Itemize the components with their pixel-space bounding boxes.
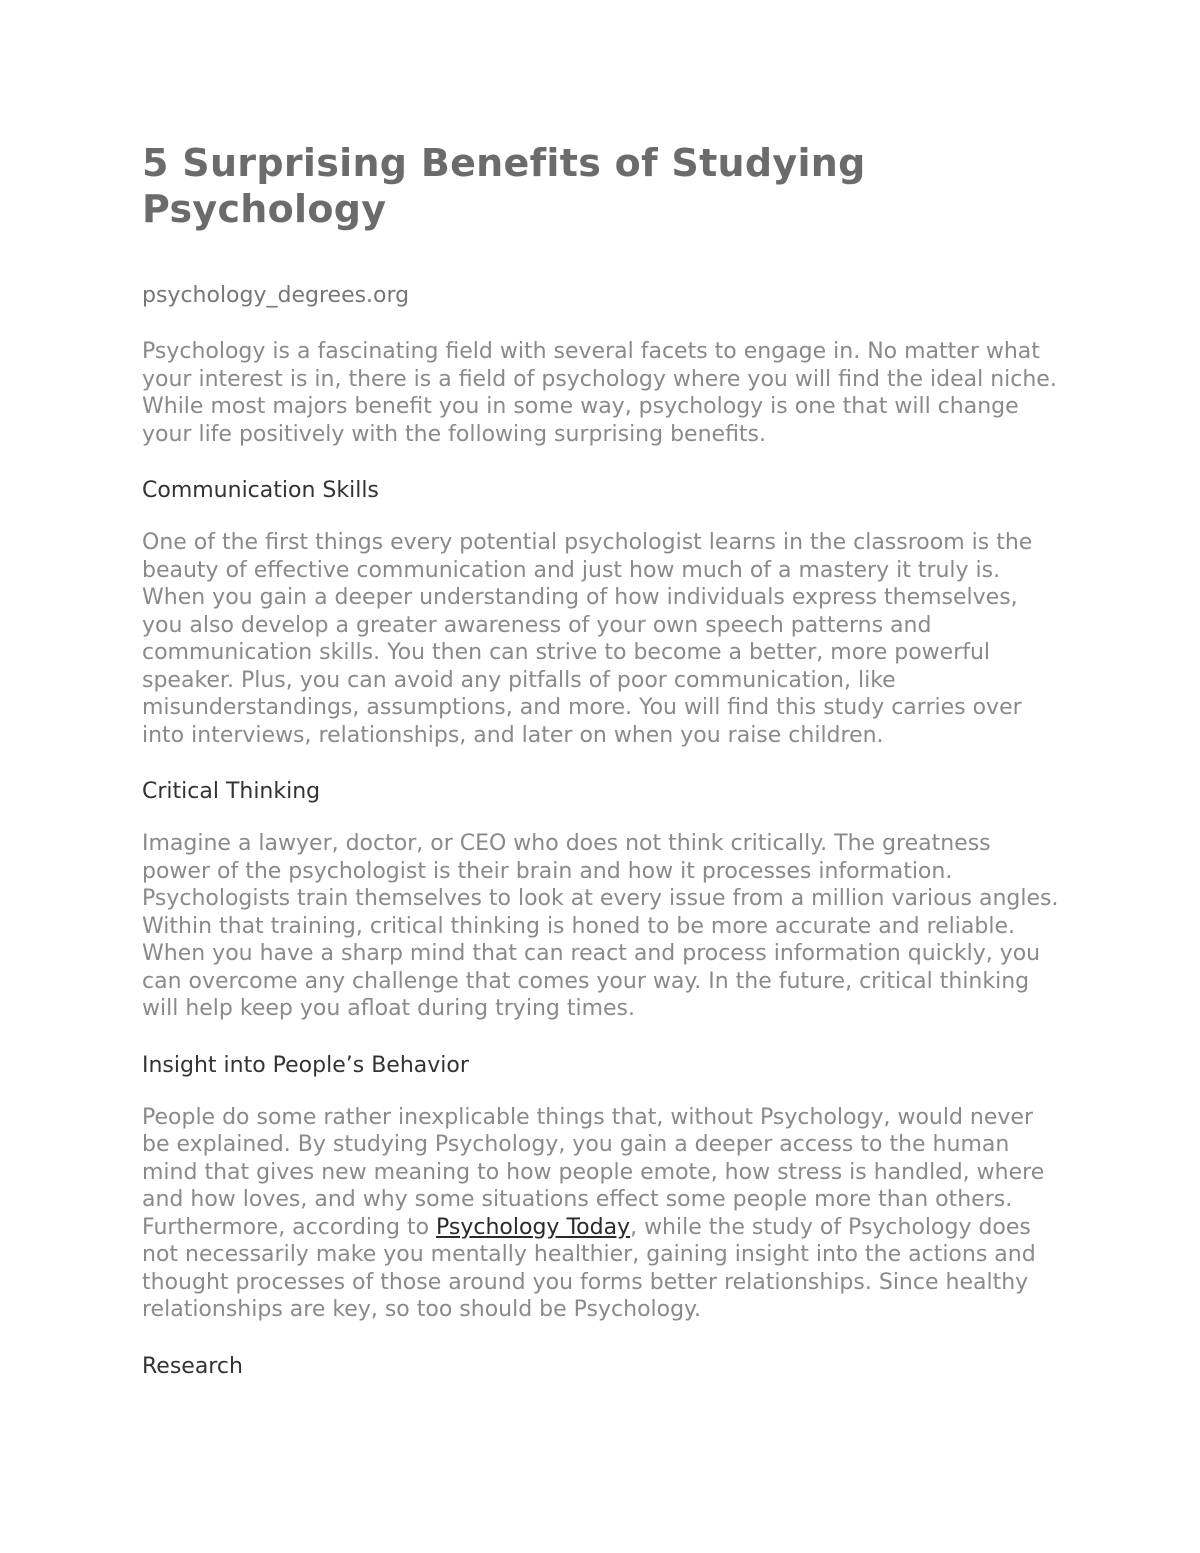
section-heading-communication: Communication Skills xyxy=(142,478,379,503)
section-body-communication: One of the first things every potential psychologist learns in the classroom is the beauty of effective communication and just how much of a mastery it truly is. When you gain a deeper understanding of how individuals express themselves, you also develop a greater awareness of your own speech patterns and communication skills. You then can strive to become a better, more powerful speaker. Plus, you can avoid any pitfalls of poor communication, like misunderstandings, assumptions, and more. You will find this study carries over into interviews, relationships, and later on when you raise children. xyxy=(142,530,1033,748)
insight-text-after-link: , while the study of Psychology does not necessarily make you mentally healthier, gaining insight into the actions and thought processes of those around you forms better relationships. Since healthy relationships are key, so too should be Psychology. xyxy=(142,1214,1036,1322)
section-heading-critical-thinking: Critical Thinking xyxy=(142,779,321,804)
section-body-critical-thinking: Imagine a lawyer, doctor, or CEO who does not think critically. The greatness power of the psychologist is their brain and how it processes information. Psychologists train themselves to look at every issue from a million various angles. Within that training, critical thinking is honed to be more accurate and reliable. When you have a sharp mind that can react and process information quickly, you can overcome any challenge that comes your way. In the future, critical thinking will help keep you afloat during trying times. xyxy=(142,831,1059,1021)
intro-paragraph: Psychology is a fascinating field with several facets to engage in. No matter what your interest is in, there is a field of psychology where you will find the ideal niche. While most majors benefit you in some way, psychology is one that will change your life positively with the following surprising benefits. xyxy=(142,339,1057,447)
document-title: 5 Surprising Benefits of Studying Psychology xyxy=(142,141,866,231)
document-page xyxy=(142,140,1062,1381)
insight-text-before-link: People do some rather inexplicable things that, without Psychology, would never be explained. By studying Psychology, you gain a deeper access to the human mind that gives new meaning to how people emote, how stress is handled, where and how loves, and why some situations effect some people more than others. Furthermore, according to xyxy=(142,1104,1045,1240)
section-heading-research: Research xyxy=(142,1353,243,1379)
section-heading-insight: Insight into People’s Behavior xyxy=(142,1052,469,1078)
section-body-insight xyxy=(142,1104,1062,1324)
psychology-today-link[interactable]: Psychology Today xyxy=(436,1214,631,1240)
source-line: psychology_degrees.org xyxy=(142,283,410,308)
